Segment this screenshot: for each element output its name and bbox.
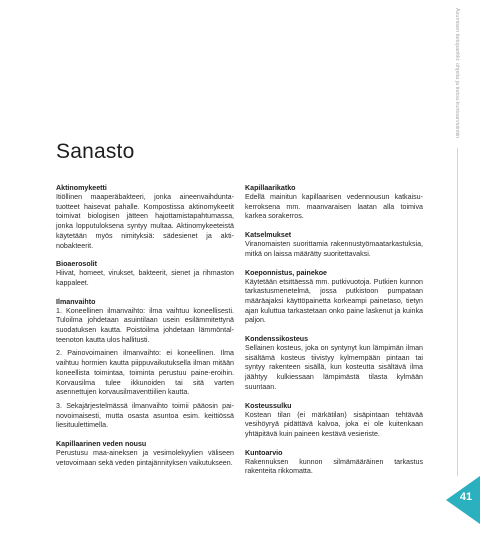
glossary-definition: Kostean tilan (ei märkätilan) sisäpintaan tehtävää vesihöyryä pidättävä kalvoa, joka ei ole kuitenkaan yhtäpitävä kuin paineen kestävä vesieriste. [245,410,423,438]
page-number: 41 [459,491,473,503]
glossary-definition: Edellä mainitun kapillaarisen vedennousun katkaisukerroksena mm. maanvaraisen laatan alla toimiva karkea sorakerros. [245,193,423,221]
glossary-column-right [245,183,423,485]
glossary-entry [245,334,423,393]
glossary-entry [245,230,423,259]
glossary-term: Kosteussulku [245,401,292,410]
glossary-definition: Rakennuksen kunnon silmämääräinen tarkastus rakenteita rikkomatta. [245,457,423,476]
glossary-definition: Itiöllinen maaperäbakteeri, jonka aineenvaihduntatuotteet haisevat pahalle. Kompostissa aktinomykeetit toimivat biologisen jätteen hajottamistapahtumassa, jonka lopputuloksena syntyy multaa. Aktinomykeeteistä käytetään myös nimityksiä: sädesienet ja aktinobakteerit. [56,193,234,250]
glossary-definition: 1. Koneellinen ilmanvaihto: ilma vaihtuu koneellisesti. Tuloilma johdetaan asuintilaan usein esilämmitettynä suodatuksen kautta. Poistoilma johdetaan lämmöntalteenoton kautta ulos hallitusti. [56,306,234,344]
glossary-term: Aktinomykeetti [56,184,107,192]
glossary-term: Kuntoarvio [245,448,283,457]
glossary-entry [245,268,423,327]
glossary-definition: 3. Sekajärjestelmässä ilmanvaihto toimii pääosin painovoimaisesti, mutta osasta asuntoa esim. keittiössä liesituulettimella. [56,401,234,430]
glossary-definition: Sellainen kosteus, joka on syntynyt kun lämpimän ilman sisältämä kosteus tiivistyy kylmempään pintaan tai syntyy rakenteen sisällä, kun kosteutta sisältävä ilma jäähtyy kulkiessaan lämpimästä tilasta kylmään suuntaan. [245,344,423,391]
glossary-entry [245,448,423,477]
glossary-definition: Viranomaisten suorittamia rakennustyömaatarkastuksia, mitkä on laissa määrätty suoritettavaksi. [245,240,423,258]
page-title: Sanasto [56,140,135,163]
glossary-term: Kapillaarikatko [245,184,296,192]
glossary-term: Kondenssikosteus [245,335,309,344]
side-divider [457,148,458,476]
glossary-entry [56,297,234,431]
glossary-entry [245,183,423,222]
glossary-definition: Käytetään etsittäessä mm. putkivuotoja. Putkien kunnon tarkastusmenetelmä, jossa putkistoon pumpataan määräajaksi käyttöpainetta korkeampi painetaso, tietyn ajan kuluttua tarkastetaan onko paine laskenut ja kuinka paljon. [245,277,423,325]
glossary-entry [56,439,234,468]
glossary-definition: 2. Painovoimainen ilmanvaihto: ei koneellinen. Ilma vaihtuu hormien kautta piippuvaikutuksella ilman mitään koneellista toimintaa, toiminta perustuu paine-eroihin. Korvausilma tulee ikkunoiden tai sitä varten asennettujen korvausilmaventtiilien kautta. [56,349,234,397]
glossary-term: Ilmanvaihto [56,297,96,306]
glossary-definition: Perustusu maa-aineksen ja vesimolekyylien väliseen vetovoimaan sekä veden pintajännityksen vaikutukseen. [56,449,234,467]
glossary-entry [56,183,234,251]
glossary-term: Koeponnistus, painekoe [245,268,327,277]
glossary-entry [245,401,423,440]
glossary-term: Katselmukset [245,231,292,240]
glossary-entry [56,259,234,288]
running-header-side: Asumisen tietopankki: ohjeita ja tietoa kuntoarviointiin [454,8,460,139]
glossary-definition: Hiivat, homeet, virukset, bakteerit, sienet ja rihmaston kappaleet. [56,269,234,287]
glossary-column-left [56,183,234,476]
glossary-term: Kapillaarinen veden nousu [56,440,147,449]
glossary-term: Bioaerosolit [56,260,97,269]
